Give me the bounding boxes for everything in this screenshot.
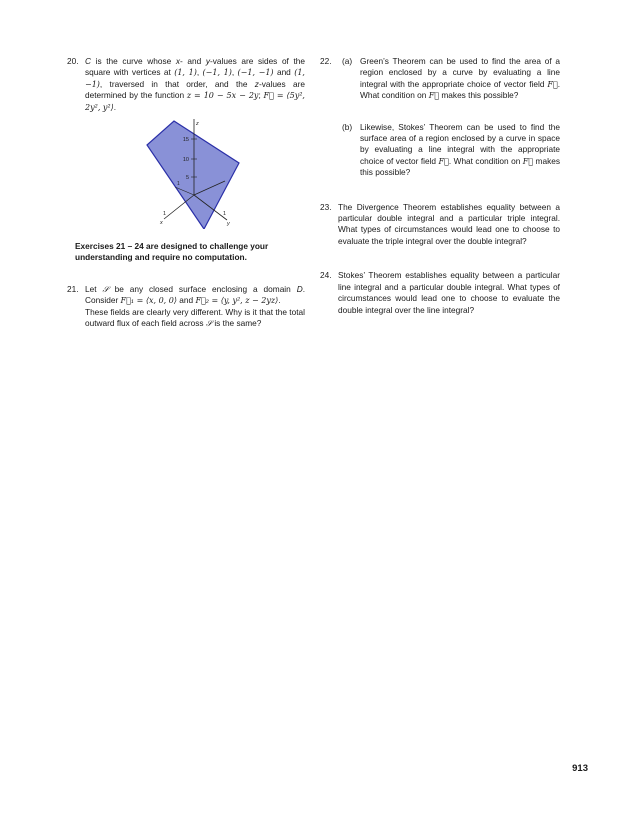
left-column: [67, 56, 305, 329]
exercise-20: [67, 56, 305, 113]
math-expression: F⃗: [428, 91, 440, 101]
plane-surface-plot: [67, 117, 305, 229]
math-expression: F⃗₁ = ⟨x, 0, 0⟩: [120, 296, 177, 306]
exercise-23-text: [338, 202, 560, 248]
z-axis-label: z: [196, 121, 199, 128]
text-run: Let: [85, 283, 103, 294]
text-run: .: [278, 295, 281, 306]
text-run: . What condition on: [360, 78, 560, 101]
math-expression: (−1, 1): [202, 68, 232, 78]
exercise-number: 24.: [320, 270, 332, 281]
text-run: z: [254, 78, 259, 89]
text-run: -values are determined by the function: [85, 78, 305, 101]
text-run: The Divergence Theorem establishes equality between a particular double integral and a particular triple integral. What types of circumstances would lead one to choose to evaluate the triple integral over the double integral?: [338, 201, 560, 246]
exercise-instructions: Exercises 21 – 24 are designed to challenge your understanding and require no computation.: [75, 241, 269, 263]
y-axis-label: y: [227, 221, 230, 228]
part-label: (a): [342, 56, 353, 66]
exercise-number: 22.: [320, 56, 332, 66]
exercise-24-text: [338, 270, 560, 316]
axis-tick-label: 1: [223, 211, 227, 218]
text-run: Green’s Theorem can be used to find the area of a region enclosed by a curve by evaluating a line integral with the appropriate choice of vector field: [360, 56, 560, 89]
text-run: . What condition on: [448, 155, 523, 166]
axis-tick-label: 1: [163, 211, 167, 218]
z-tick-label: 15: [182, 137, 189, 144]
part-b-text: [360, 122, 560, 179]
exercise-22: [320, 56, 560, 179]
exercise-22-part-a: [338, 56, 560, 102]
x-axis-label: x: [160, 220, 163, 227]
text-run: be any closed surface enclosing a domain: [108, 283, 297, 294]
text-run: Stokes’ Theorem establishes equality between a particular line integral and a particular double integral. What types of circumstances would lead one to choose to evaluate the double integral over the line integral?: [338, 270, 560, 315]
text-run: and: [176, 295, 196, 306]
text-run: ;: [258, 90, 264, 101]
exercise-22-part-b: [338, 122, 560, 179]
exercise-number: 21.: [67, 283, 79, 294]
text-run: - and: [180, 56, 206, 66]
text-run: is the same?: [212, 318, 262, 329]
math-expression: F⃗₂ = ⟨y, y², z − 2yz⟩: [195, 296, 279, 306]
math-expression: z = 10 − 5x − 2y: [186, 91, 259, 101]
exercise-21-text: [85, 284, 305, 307]
z-tick-label: 5: [185, 175, 189, 182]
text-run: -values are sides of the square with vertices at: [85, 56, 306, 78]
exercise-number: 23.: [320, 201, 332, 212]
part-label: (b): [342, 121, 353, 132]
math-expression: (−1, −1): [237, 68, 274, 78]
page-number: 913: [572, 763, 588, 774]
math-expression: 𝒮: [205, 319, 213, 329]
math-expression: F⃗: [547, 79, 558, 89]
math-expression: (1, 1): [174, 68, 197, 78]
text-run: These fields are clearly very different. Why is it that the total outward flux of each field across: [85, 306, 305, 329]
text-run: . Consider: [85, 283, 305, 306]
exercise-24: [320, 270, 560, 316]
text-run: , traversed in that order, and the: [99, 78, 255, 89]
part-a-text: [360, 56, 560, 102]
math-expression: 𝒮: [102, 284, 109, 294]
text-run: makes this possible?: [439, 90, 519, 101]
axis-tick-label: 1: [177, 181, 180, 188]
exercise-23: [320, 202, 560, 248]
right-column: [320, 56, 560, 316]
text-run: and: [273, 67, 295, 78]
math-expression: F⃗: [522, 156, 534, 166]
exercise-number: 20.: [67, 56, 79, 66]
text-run: makes this possible?: [360, 155, 560, 178]
text-run: x: [175, 56, 181, 66]
text-run: ,: [231, 67, 238, 78]
math-expression: F⃗ = ⟨5y², 2y², y²⟩: [85, 91, 305, 112]
text-run: D: [296, 283, 303, 294]
text-run: C: [85, 56, 91, 66]
plane-figure: [67, 117, 305, 229]
exercise-20-text: [85, 56, 305, 113]
math-expression: (1, −1): [85, 68, 305, 89]
text-run: ,: [196, 67, 203, 78]
text-run: .: [113, 101, 117, 112]
z-tick-label: 10: [182, 157, 189, 164]
exercise-21: [67, 284, 305, 330]
text-run: y: [205, 56, 210, 66]
text-run: Likewise, Stokes’ Theorem can be used to find the surface area of a region enclosed by a curve in space by evaluating a line integral with the appropriate choice of vector field: [360, 121, 560, 166]
math-expression: F⃗: [438, 156, 449, 166]
exercise-21-question: [85, 307, 305, 330]
text-run: is the curve whose: [91, 56, 176, 66]
